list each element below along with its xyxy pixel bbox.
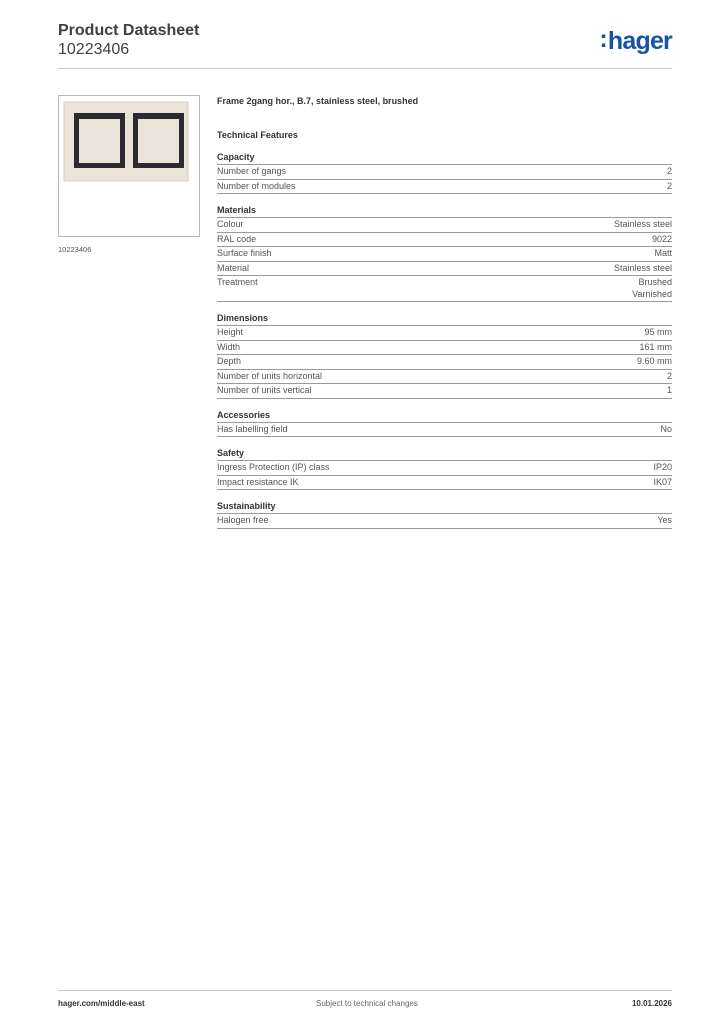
feature-label: Width: [217, 341, 241, 352]
feature-label: Number of units vertical: [217, 385, 312, 395]
footer-notice: Subject to technical changes: [316, 999, 418, 1008]
feature-value: 9.60 mm: [636, 356, 672, 366]
feature-label: Depth: [217, 356, 242, 366]
section-title: Sustainability: [217, 500, 672, 514]
section-accessories: [217, 409, 672, 438]
technical-features-heading: Technical Features: [217, 130, 298, 140]
page-header: [58, 20, 672, 69]
feature-value: 2: [666, 166, 672, 176]
feature-value: No: [660, 423, 672, 434]
feature-row: [217, 461, 672, 476]
feature-label: Has labelling field: [217, 423, 288, 434]
section-title: Safety: [217, 447, 672, 461]
feature-value: Stainless steel: [613, 219, 672, 229]
feature-label: Material: [217, 262, 250, 273]
feature-value: Brushed Varnished: [632, 277, 672, 299]
feature-row: [217, 165, 672, 180]
product-content: [217, 96, 672, 539]
feature-label: Surface finish: [217, 248, 272, 258]
feature-value: 161 mm: [639, 341, 672, 352]
feature-row: [217, 218, 672, 233]
feature-row: [217, 355, 672, 370]
feature-row: [217, 326, 672, 341]
footer-date: 10.01.2026: [631, 999, 672, 1008]
feature-value: Matt: [654, 248, 672, 258]
section-sustainability: [217, 500, 672, 529]
feature-value: 2: [666, 180, 672, 191]
feature-row: [217, 423, 672, 438]
feature-row: [217, 341, 672, 356]
feature-label: Height: [217, 327, 244, 337]
document-title: Product Datasheet: [58, 22, 200, 39]
page-footer: [58, 990, 672, 1011]
product-image: [58, 95, 200, 237]
feature-row: [217, 262, 672, 277]
product-name: Frame 2gang hor., B.7, stainless steel, brushed: [217, 96, 419, 106]
section-title: Dimensions: [217, 312, 672, 326]
section-capacity: [217, 151, 672, 194]
feature-value: 95 mm: [644, 327, 672, 337]
section-title: Capacity: [217, 151, 672, 165]
feature-label: Ingress Protection (IP) class: [217, 462, 330, 472]
section-dimensions: [217, 312, 672, 399]
feature-label: Number of modules: [217, 180, 296, 191]
feature-row: [217, 233, 672, 248]
product-number: 10223406: [58, 41, 130, 58]
feature-value: Stainless steel: [613, 262, 672, 273]
feature-label: Treatment: [217, 277, 258, 287]
feature-row: [217, 476, 672, 491]
feature-sections: [217, 151, 672, 529]
feature-row: [217, 384, 672, 399]
section-materials: [217, 204, 672, 302]
feature-label: Impact resistance IK: [217, 476, 299, 487]
feature-value: 1: [666, 385, 672, 395]
feature-row: [217, 514, 672, 529]
section-title: Accessories: [217, 409, 672, 423]
frame-illustration: [59, 96, 199, 236]
feature-label: RAL code: [217, 233, 257, 244]
feature-row: [217, 180, 672, 195]
feature-value: Yes: [657, 515, 672, 525]
feature-label: Number of gangs: [217, 166, 287, 176]
feature-row: [217, 247, 672, 262]
feature-row: [217, 370, 672, 385]
feature-value: 2: [666, 370, 672, 381]
hager-logo: :hager: [599, 25, 672, 55]
image-caption: 10223406: [58, 245, 92, 254]
feature-value: IP20: [653, 462, 672, 472]
section-title: Materials: [217, 204, 672, 218]
feature-label: Halogen free: [217, 515, 269, 525]
feature-label: Colour: [217, 219, 244, 229]
feature-value: 9022: [651, 233, 672, 244]
feature-label: Number of units horizontal: [217, 370, 323, 381]
footer-website: hager.com/middle-east: [58, 999, 145, 1008]
feature-row: [217, 276, 672, 302]
feature-value: IK07: [653, 476, 672, 487]
section-safety: [217, 447, 672, 490]
